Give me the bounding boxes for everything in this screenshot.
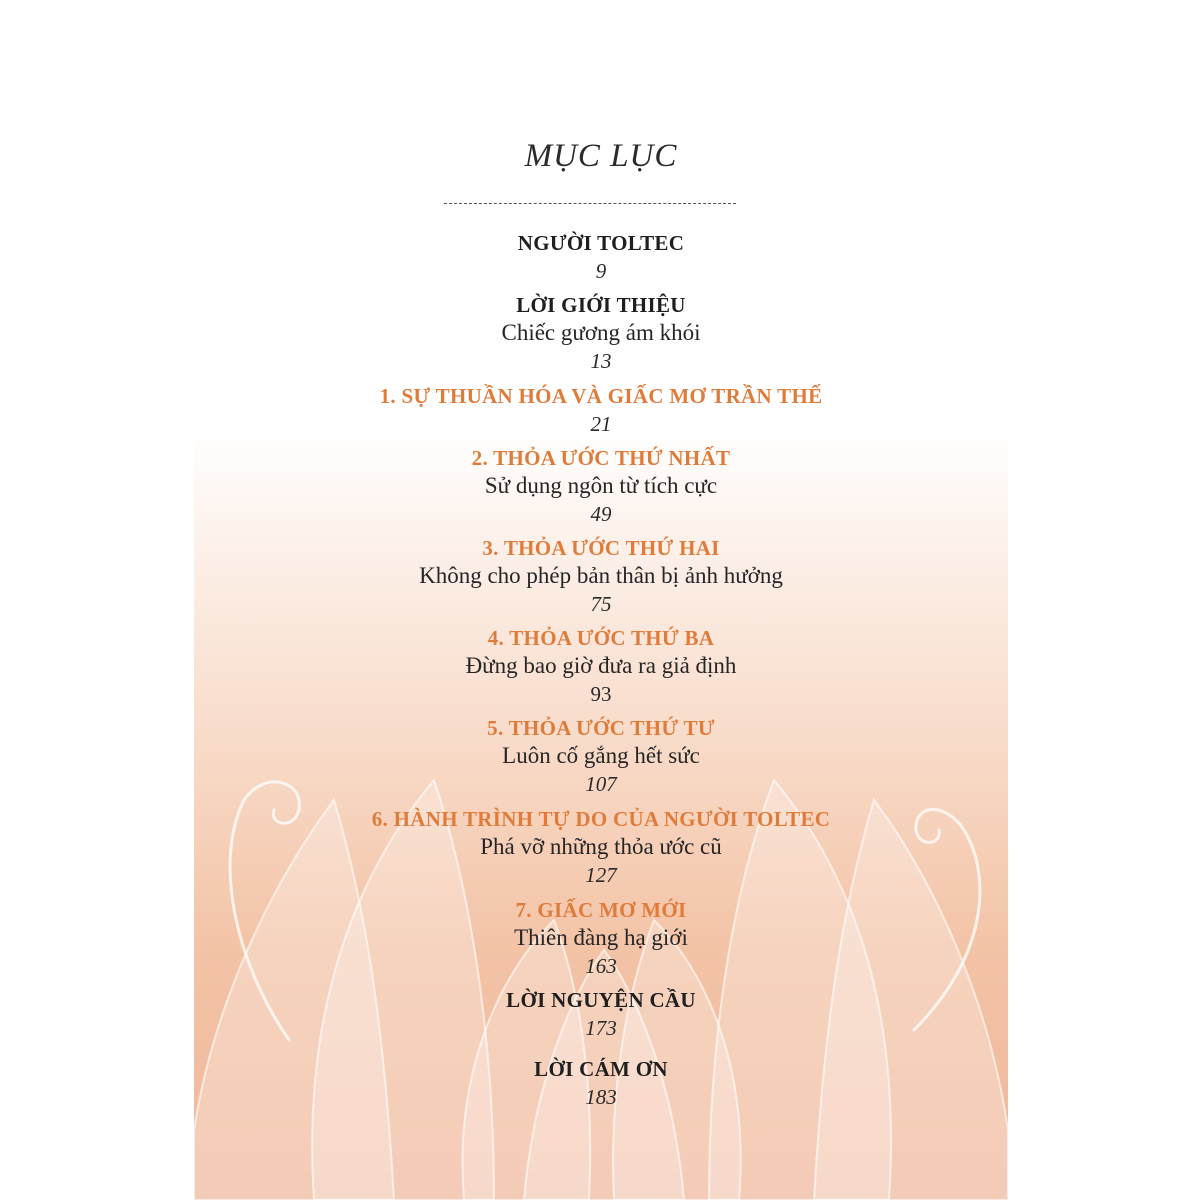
toc-heading-loi-gioi-thieu[interactable]: LỜI GIỚI THIỆU <box>516 293 686 317</box>
toc-heading-chapter-7[interactable]: 7. GIẤC MƠ MỚI <box>515 898 687 922</box>
toc-heading-chapter-2[interactable]: 2. THỎA ƯỚC THỨ NHẤT <box>471 446 731 470</box>
toc-page-number: 9 <box>595 259 607 283</box>
toc-page-number: 183 <box>585 1085 617 1109</box>
toc-subtitle: Không cho phép bản thân bị ảnh hưởng <box>419 563 783 588</box>
toc-page-number: 21 <box>590 412 612 436</box>
toc-heading-nguoi-toltec[interactable]: NGƯỜI TOLTEC <box>517 231 685 255</box>
toc-heading-loi-cam-on[interactable]: LỜI CÁM ƠN <box>534 1057 668 1081</box>
toc-title: MỤC LỤC <box>524 138 678 174</box>
title-divider <box>444 203 736 204</box>
toc-page-number: 127 <box>585 863 617 887</box>
toc-heading-loi-nguyen-cau[interactable]: LỜI NGUYỆN CẦU <box>506 988 696 1012</box>
toc-subtitle: Thiên đàng hạ giới <box>514 925 688 950</box>
toc-page-number: 163 <box>585 954 617 978</box>
table-of-contents <box>194 0 1008 1200</box>
toc-page-number: 173 <box>585 1016 617 1040</box>
toc-heading-chapter-4[interactable]: 4. THỎA ƯỚC THỨ BA <box>487 626 715 650</box>
toc-subtitle: Phá vỡ những thỏa ước cũ <box>480 834 722 859</box>
toc-heading-chapter-5[interactable]: 5. THỎA ƯỚC THỨ TƯ <box>487 716 715 740</box>
toc-subtitle: Đừng bao giờ đưa ra giả định <box>465 653 737 678</box>
toc-heading-chapter-1[interactable]: 1. SỰ THUẦN HÓA VÀ GIẤC MƠ TRẦN THẾ <box>379 384 823 408</box>
toc-page-number: 49 <box>590 502 612 526</box>
book-page <box>194 0 1008 1200</box>
toc-heading-chapter-6[interactable]: 6. HÀNH TRÌNH TỰ DO CỦA NGƯỜI TOLTEC <box>371 807 831 831</box>
toc-subtitle: Sử dụng ngôn từ tích cực <box>484 473 718 498</box>
toc-page-number: 75 <box>590 592 612 616</box>
toc-page-number: 93 <box>590 682 612 706</box>
toc-page-number: 107 <box>585 772 617 796</box>
toc-subtitle: Luôn cố gắng hết sức <box>502 743 700 768</box>
toc-heading-chapter-3[interactable]: 3. THỎA ƯỚC THỨ HAI <box>482 536 720 560</box>
toc-subtitle: Chiếc gương ám khói <box>501 320 701 345</box>
toc-page-number: 13 <box>590 349 612 373</box>
